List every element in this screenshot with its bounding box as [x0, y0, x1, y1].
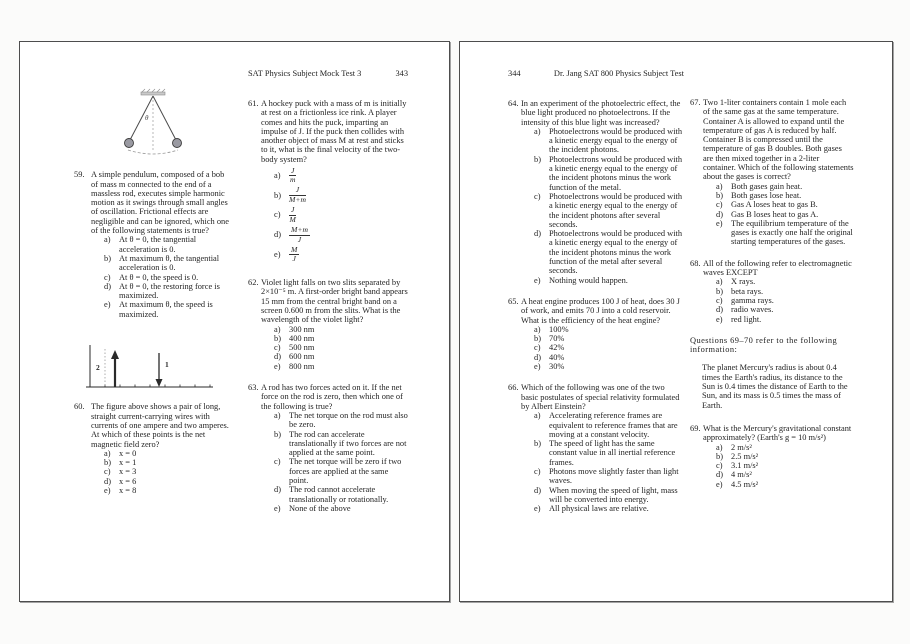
options-list	[91, 235, 232, 319]
header-title: Dr. Jang SAT 800 Physics Subject Test	[553, 69, 684, 78]
header-page-number: 344	[508, 69, 521, 78]
option-label: e)	[534, 275, 541, 285]
option-row	[274, 167, 408, 184]
option-text: 2 m/s²	[731, 442, 752, 452]
fraction-denominator: M+m	[289, 194, 306, 204]
theta-label: θ	[145, 114, 149, 122]
option-label: a)	[534, 411, 541, 421]
option-row	[716, 452, 854, 461]
section-questions	[690, 424, 854, 489]
option-text: 42%	[549, 343, 565, 353]
option-row	[274, 186, 408, 203]
pendulum-figure	[74, 88, 232, 162]
question-60-mount	[74, 402, 232, 495]
page-header	[508, 69, 684, 79]
option-text: x = 8	[119, 486, 137, 496]
option-label: e)	[104, 486, 111, 496]
right-page-column-1	[508, 42, 684, 525]
option-label: d)	[104, 476, 111, 486]
option-row	[104, 467, 232, 476]
option-label: d)	[274, 230, 281, 240]
question-number: 66.	[508, 383, 519, 393]
fraction-denominator: m	[289, 174, 296, 184]
option-row	[274, 457, 408, 485]
option-row	[716, 210, 854, 219]
option-text: 70%	[549, 334, 565, 344]
option-row	[534, 362, 684, 371]
option-text: x = 1	[119, 458, 137, 468]
left-col2-questions	[248, 99, 408, 513]
option-text: 4 m/s²	[731, 470, 752, 480]
option-row	[534, 334, 684, 343]
option-row	[104, 282, 232, 301]
option-row	[716, 200, 854, 209]
question-number: 60.	[74, 402, 85, 412]
question	[248, 383, 408, 513]
option-row	[716, 287, 854, 296]
option-text: x = 3	[119, 467, 137, 477]
option-row	[534, 155, 684, 192]
question-59-mount	[74, 170, 232, 319]
option-text: 400 nm	[289, 333, 315, 343]
section-heading: Questions 69–70 refer to the following information:	[690, 335, 838, 355]
option-label: a)	[716, 181, 723, 191]
fraction-numerator: M	[291, 245, 298, 255]
question-text: A hockey puck with a mass of m is initially at rest on a frictionless ice rink. A player comes and hits the puck, imparting an impulse of J. If the puck then collides with another object of mass M at rest and sticks to it, what is the final velocity of the two-body system?	[261, 99, 407, 164]
option-text: The net torque on the rod must also be zero.	[289, 410, 408, 430]
option-row	[104, 254, 232, 273]
option-label: b)	[274, 190, 281, 200]
option-row	[534, 439, 684, 467]
option-text: Photoelectrons would be produced with a kinetic energy equal to the energy of the incident photons after several seconds.	[549, 191, 683, 229]
option-row	[534, 486, 684, 505]
left-page-column-2	[248, 42, 408, 525]
question-text: A rod has two forces acted on it. If the net force on the rod is zero, then which one of the following is true?	[261, 383, 403, 411]
page-header	[248, 69, 408, 79]
question	[690, 259, 854, 324]
option-row	[274, 362, 408, 371]
pendulum-diagram-svg	[101, 88, 205, 160]
wire-current-2-label: 2	[96, 363, 100, 373]
option-row	[274, 325, 408, 334]
left-page-column-1	[74, 42, 232, 507]
option-label: a)	[716, 442, 723, 452]
option-label: e)	[274, 250, 281, 260]
option-label: b)	[716, 451, 723, 461]
option-row	[716, 182, 854, 191]
option-text: x = 6	[119, 476, 137, 486]
option-row	[534, 467, 684, 486]
question-body	[521, 383, 684, 513]
option-text: Photoelectrons would be produced with a kinetic energy equal to the energy of the incident photons.	[549, 126, 683, 155]
fraction-numerator: J	[289, 186, 306, 195]
fraction-denominator: M	[289, 214, 296, 224]
option-text: At θ = 0, the speed is 0.	[119, 272, 199, 282]
option-text: 600 nm	[289, 352, 315, 362]
question-number: 64.	[508, 99, 519, 108]
option-text: 3.1 m/s²	[731, 461, 759, 471]
option-label: e)	[534, 362, 541, 372]
option-label: a)	[534, 126, 541, 136]
question-number: 67.	[690, 98, 701, 107]
option-row	[104, 235, 232, 254]
option-text: The rod can accelerate translationally if two forces are not applied at the same point.	[289, 429, 407, 458]
option-row	[104, 449, 232, 458]
option-text: Nothing would happen.	[549, 275, 628, 285]
option-label: a)	[274, 324, 281, 334]
option-text: Both gases lose heat.	[731, 190, 802, 200]
question	[690, 424, 854, 489]
option-fraction	[289, 246, 299, 263]
question	[248, 278, 408, 371]
question	[248, 99, 408, 266]
question-body	[703, 98, 854, 247]
option-label: c)	[104, 272, 111, 282]
option-label: c)	[716, 295, 723, 305]
option-text: red light.	[731, 314, 762, 324]
option-row	[534, 325, 684, 334]
option-text: Photoelectrons would be produced with a kinetic energy equal to the energy of the incident photons minus the work function of the metal.	[549, 154, 683, 192]
option-row	[534, 276, 684, 285]
option-label: a)	[716, 277, 723, 287]
option-label: c)	[716, 461, 723, 471]
option-row	[104, 273, 232, 282]
option-label: d)	[716, 305, 723, 315]
question	[508, 99, 684, 285]
option-label: c)	[104, 467, 111, 477]
option-row	[716, 461, 854, 470]
fraction-numerator: J	[291, 205, 295, 215]
question-body	[261, 99, 408, 266]
option-label: d)	[274, 485, 281, 495]
option-label: b)	[104, 253, 111, 263]
fraction-numerator: M+m	[291, 225, 308, 235]
header-page-number: 343	[395, 69, 408, 78]
option-row	[274, 485, 408, 504]
option-row	[534, 504, 684, 513]
option-label: b)	[534, 154, 541, 164]
option-label: b)	[274, 333, 281, 343]
question-number: 63.	[248, 383, 259, 393]
option-row	[274, 334, 408, 343]
option-text: At θ = 0, the restoring force is maximized.	[119, 281, 220, 301]
right-col2-questions	[690, 98, 854, 324]
option-label: e)	[274, 503, 281, 513]
option-text: The rod cannot accelerate translationally or rotationally.	[289, 485, 389, 504]
question-body	[261, 383, 408, 513]
option-label: b)	[716, 286, 723, 296]
option-row	[716, 315, 854, 324]
option-label: d)	[716, 209, 723, 219]
option-label: c)	[534, 191, 541, 201]
question-number: 65.	[508, 296, 519, 306]
option-label: d)	[534, 485, 541, 495]
option-label: e)	[716, 218, 723, 228]
header-title: SAT Physics Subject Mock Test 3	[248, 69, 362, 78]
option-row	[274, 430, 408, 458]
option-label: c)	[274, 343, 281, 353]
option-label: c)	[534, 466, 541, 476]
option-text: 4.5 m/s²	[731, 479, 759, 489]
option-label: b)	[534, 334, 541, 344]
option-label: a)	[274, 170, 281, 180]
option-row	[534, 411, 684, 439]
option-text: When moving the speed of light, mass will be converted into energy.	[549, 485, 678, 504]
option-text: 500 nm	[289, 343, 315, 353]
question-number: 68.	[690, 258, 701, 268]
option-label: d)	[534, 352, 541, 362]
option-label: a)	[104, 448, 111, 458]
option-row	[274, 226, 408, 243]
fraction-denominator: J	[292, 254, 296, 264]
option-row	[274, 206, 408, 223]
options-list	[91, 449, 232, 495]
option-label: a)	[534, 324, 541, 334]
question-number: 59.	[74, 170, 85, 180]
page-right	[459, 41, 893, 602]
question-text: Violet light falls on two slits separated by 2×10⁻⁵ m. A first-order bright band appears 15 mm from the central bright band on a screen 0.600 m from the slits. What is the wavelength of the violet light?	[261, 278, 408, 325]
option-text: radio waves.	[731, 305, 774, 315]
options-list	[521, 127, 684, 285]
option-label: e)	[534, 504, 541, 514]
option-text: Photons move slightly faster than light waves.	[549, 466, 679, 486]
option-row	[104, 300, 232, 319]
question-text: The figure above shows a pair of long, straight current-carrying wires with currents of one ampere and two amperes. At which of these points is the net magnetic field zero?	[91, 402, 229, 449]
option-row	[716, 191, 854, 200]
option-text: 800 nm	[289, 361, 315, 371]
option-row	[534, 229, 684, 275]
option-row	[104, 477, 232, 486]
option-label: b)	[274, 429, 281, 439]
question	[74, 402, 232, 495]
question	[508, 383, 684, 513]
option-label: d)	[534, 229, 541, 239]
option-label: a)	[274, 410, 281, 420]
wire-current-1-label: 1	[165, 360, 169, 370]
question-body	[91, 402, 232, 495]
question-text: Two 1-liter containers contain 1 mole each of the same gas at the same temperature. Container A is allowed to expand until the temperature of gas A is reduced by half. Container B is compressed until the temperature of gas B doubles. Both gases are then mixed together in a 2-liter container. Which of the following statements about the gases is correct?	[703, 98, 854, 182]
question-text: A simple pendulum, composed of a bob of mass m connected to the end of a massless rod, executes simple harmonic motion as it swings through small angles of oscillation. Frictional effects are negligible and can be ignored, which one of the following statements is true?	[91, 170, 229, 236]
question-text: What is the Mercury's gravitational constant approximately? (Earth's g = 10 m/s²)	[703, 423, 852, 443]
option-label: b)	[534, 439, 541, 449]
option-fraction	[289, 226, 310, 243]
option-text: beta rays.	[731, 286, 764, 296]
option-label: e)	[274, 361, 281, 371]
option-text: At maximum θ, the speed is maximized.	[119, 300, 213, 319]
option-row	[716, 443, 854, 452]
option-fraction	[289, 186, 306, 203]
fraction-numerator: J	[291, 165, 295, 175]
option-text: The speed of light has the same constant value in all inertial reference frames.	[549, 439, 676, 467]
wires-diagram-svg	[86, 343, 214, 393]
option-text: x = 0	[119, 448, 137, 458]
option-text: At θ = 0, the tangential acceleration is 0.	[119, 235, 197, 254]
question	[690, 98, 854, 247]
option-text: Gas A loses heat to gas B.	[731, 200, 818, 210]
option-row	[104, 458, 232, 467]
option-label: a)	[104, 235, 111, 245]
question-body	[703, 259, 854, 324]
question	[74, 170, 232, 319]
option-text: Gas B loses heat to gas A.	[731, 209, 819, 219]
section-info: The planet Mercury's radius is about 0.4 times the Earth's radius, its distance to the Sun is 0.4 times the distance of Earth to the Sun, and its mass is 0.5 times the mass of Earth.	[702, 363, 848, 410]
option-label: b)	[716, 190, 723, 200]
option-text: The equilibrium temperature of the gases is exactly one half the original starting temperatures of the gases.	[731, 218, 853, 247]
option-row	[274, 246, 408, 263]
option-label: e)	[104, 300, 111, 310]
option-row	[716, 296, 854, 305]
page-left	[19, 41, 450, 602]
option-label: d)	[716, 470, 723, 480]
options-list	[521, 411, 684, 513]
options-list	[261, 411, 408, 513]
option-row	[104, 486, 232, 495]
option-row	[274, 343, 408, 352]
question-number: 69.	[690, 423, 701, 433]
question-text: A heat engine produces 100 J of heat, does 30 J of work, and emits 70 J into a cold reservoir. What is the efficiency of the heat engine?	[521, 296, 680, 325]
fraction-denominator: J	[297, 234, 302, 244]
option-row	[716, 470, 854, 479]
option-label: c)	[274, 210, 281, 220]
options-list	[521, 325, 684, 371]
option-row	[274, 352, 408, 361]
option-row	[274, 504, 408, 513]
option-text: 100%	[549, 324, 569, 334]
option-label: e)	[716, 314, 723, 324]
option-row	[716, 277, 854, 286]
option-text: 2.5 m/s²	[731, 451, 759, 461]
option-label: b)	[104, 458, 111, 468]
question-body	[91, 170, 232, 319]
option-row	[534, 353, 684, 362]
options-list	[261, 325, 408, 371]
right-page-column-2	[690, 42, 854, 501]
question-text: In an experiment of the photoelectric effect, the blue light produced no photoelectrons. If the intensity of this blue light was increased?	[521, 99, 681, 127]
option-text: X rays.	[731, 277, 756, 287]
option-label: c)	[534, 343, 541, 353]
option-label: e)	[716, 479, 723, 489]
question	[508, 297, 684, 371]
question-body	[261, 278, 408, 371]
option-label: c)	[716, 200, 723, 210]
options-list	[703, 443, 854, 489]
wires-figure	[86, 343, 232, 395]
option-row	[534, 343, 684, 352]
question-body	[521, 99, 684, 285]
options-list	[703, 182, 854, 247]
options-list	[261, 167, 408, 264]
option-label: d)	[274, 352, 281, 362]
question-body	[521, 297, 684, 371]
option-label: c)	[274, 457, 281, 467]
option-row	[274, 411, 408, 430]
option-text: None of the above	[289, 503, 351, 513]
option-row	[716, 480, 854, 489]
question-number: 62.	[248, 278, 259, 288]
option-text: 40%	[549, 352, 565, 362]
option-fraction	[289, 167, 296, 184]
option-text: 30%	[549, 362, 565, 372]
question-body	[703, 424, 854, 489]
option-fraction	[289, 206, 296, 223]
option-row	[534, 192, 684, 229]
option-row	[716, 219, 854, 247]
option-text: Both gases gain heat.	[731, 181, 803, 191]
option-text: The net torque will be zero if two forces are applied at the same point.	[289, 457, 402, 486]
option-text: gamma rays.	[731, 295, 774, 305]
question-text: All of the following refer to electromagnetic waves EXCEPT	[703, 258, 852, 278]
question-text: Which of the following was one of the two basic postulates of special relativity formulated by Albert Einstein?	[521, 383, 680, 411]
option-label: d)	[104, 281, 111, 291]
right-col1-questions	[508, 99, 684, 513]
option-row	[534, 127, 684, 155]
option-text: All physical laws are relative.	[549, 504, 649, 514]
question-number: 61.	[248, 99, 259, 108]
option-text: 300 nm	[289, 324, 315, 334]
option-text: Photoelectrons would be produced with a kinetic energy equal to the energy of the incident photons minus the work function of the metal after several seconds.	[549, 229, 683, 276]
option-text: At maximum θ, the tangential acceleration is 0.	[119, 253, 220, 273]
option-row	[716, 305, 854, 314]
option-text: Accelerating reference frames are equivalent to reference frames that are moving at a constant velocity.	[549, 411, 678, 439]
options-list	[703, 277, 854, 323]
